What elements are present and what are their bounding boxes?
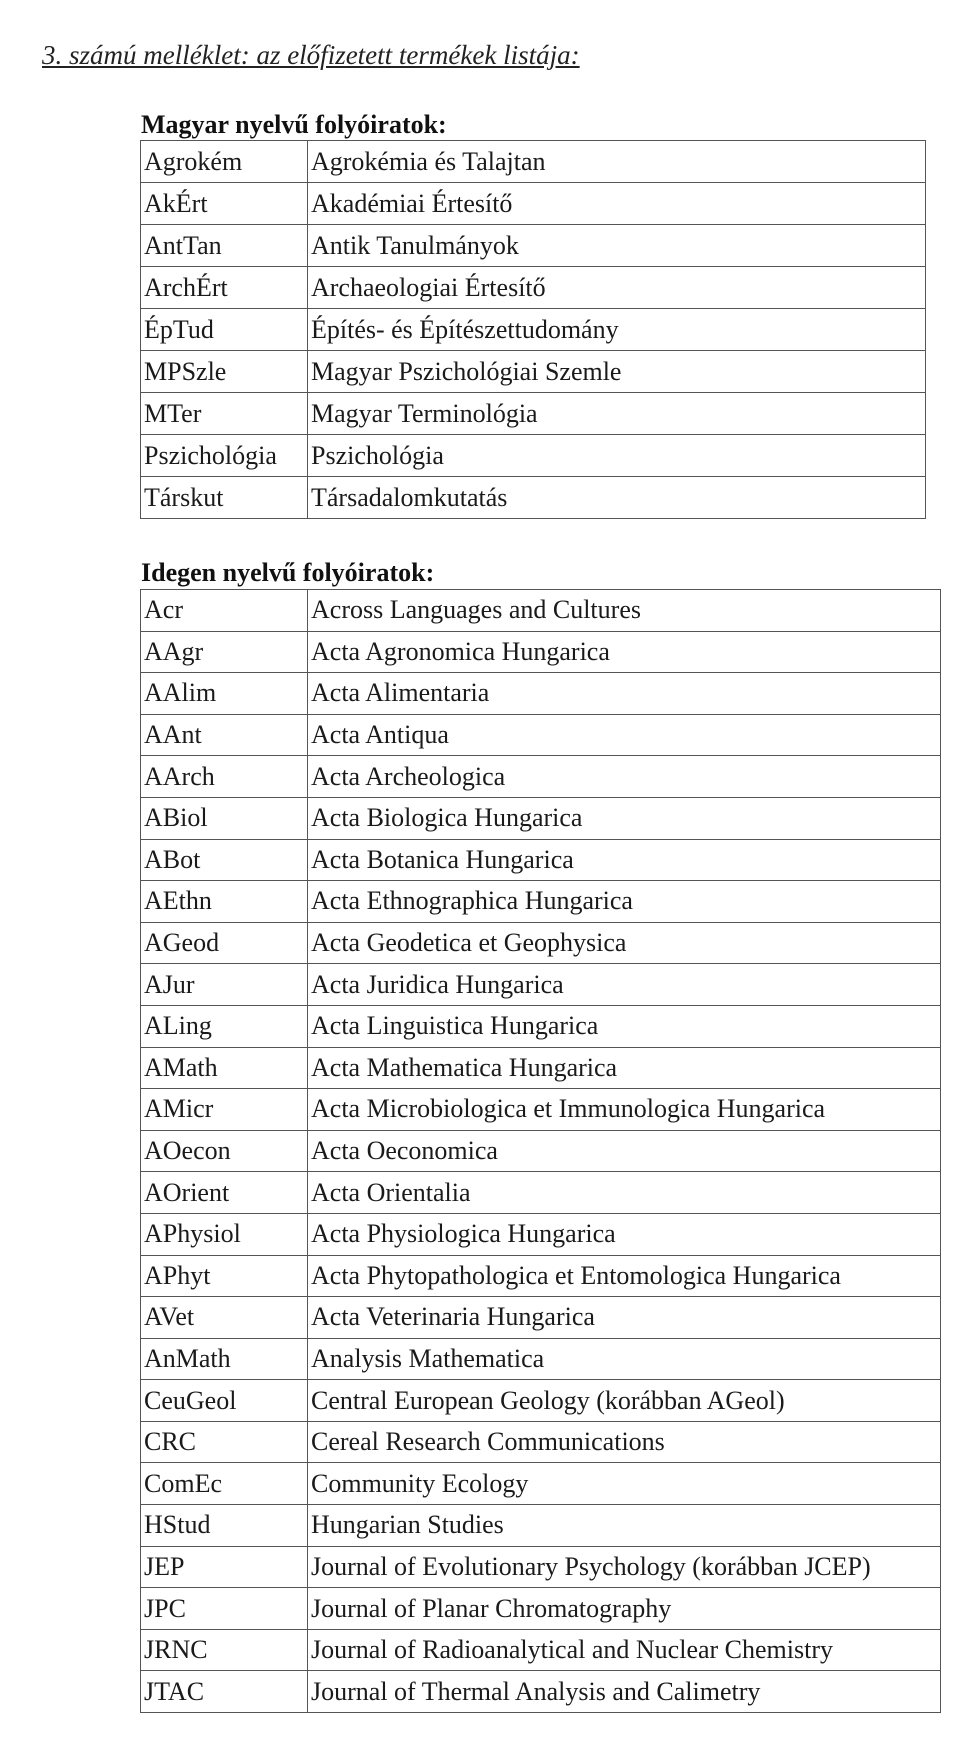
journal-title: Journal of Radioanalytical and Nuclear Chemistry: [308, 1629, 941, 1671]
journal-title: Analysis Mathematica: [308, 1338, 941, 1380]
journal-abbreviation: AVet: [141, 1297, 308, 1339]
table-row: [141, 1047, 941, 1089]
journal-title: Journal of Evolutionary Psychology (korábban JCEP): [308, 1546, 941, 1588]
journal-title: Acta Geodetica et Geophysica: [308, 922, 941, 964]
journal-abbreviation: AAnt: [141, 714, 308, 756]
table-row: [141, 1172, 941, 1214]
journal-title: Acta Phytopathologica et Entomologica Hungarica: [308, 1255, 941, 1297]
journal-title: Acta Mathematica Hungarica: [308, 1047, 941, 1089]
table-row: [141, 183, 926, 225]
table-row: [141, 141, 926, 183]
journal-abbreviation: Társkut: [141, 477, 308, 519]
journal-abbreviation: AAgr: [141, 631, 308, 673]
journal-title: Community Ecology: [308, 1463, 941, 1505]
journal-abbreviation: AMicr: [141, 1089, 308, 1131]
journal-abbreviation: AntTan: [141, 225, 308, 267]
table-row: [141, 1421, 941, 1463]
journal-title: Magyar Terminológia: [308, 393, 926, 435]
journal-abbreviation: ABiol: [141, 797, 308, 839]
journal-abbreviation: AMath: [141, 1047, 308, 1089]
journal-abbreviation: AOrient: [141, 1172, 308, 1214]
journal-title: Acta Juridica Hungarica: [308, 964, 941, 1006]
hungarian-journals-table: [140, 140, 926, 519]
table-row: [141, 1546, 941, 1588]
journal-title: Journal of Planar Chromatography: [308, 1588, 941, 1630]
table-row: [141, 267, 926, 309]
journal-abbreviation: CeuGeol: [141, 1380, 308, 1422]
journal-title: Acta Oeconomica: [308, 1130, 941, 1172]
table-row: [141, 1338, 941, 1380]
journal-abbreviation: ÉpTud: [141, 309, 308, 351]
journal-title: Acta Veterinaria Hungarica: [308, 1297, 941, 1339]
journal-abbreviation: ComEc: [141, 1463, 308, 1505]
journal-abbreviation: APhysiol: [141, 1213, 308, 1255]
journal-abbreviation: JEP: [141, 1546, 308, 1588]
journal-title: Acta Ethnographica Hungarica: [308, 881, 941, 923]
journal-abbreviation: AOecon: [141, 1130, 308, 1172]
table-row: [141, 673, 941, 715]
page-heading: 3. számú melléklet: az előfizetett termékek listája:: [42, 40, 580, 70]
table-row: [141, 309, 926, 351]
section-title-foreign: Idegen nyelvű folyóiratok:: [141, 558, 435, 587]
journal-title: Acta Botanica Hungarica: [308, 839, 941, 881]
journal-title: Journal of Thermal Analysis and Calimetry: [308, 1671, 941, 1713]
journal-title: Agrokémia és Talajtan: [308, 141, 926, 183]
table-row: [141, 1671, 941, 1713]
table-row: [141, 1380, 941, 1422]
journal-title: Cereal Research Communications: [308, 1421, 941, 1463]
table-row: [141, 393, 926, 435]
table-row: [141, 1213, 941, 1255]
table-row: [141, 1463, 941, 1505]
table-row: [141, 351, 926, 393]
journal-abbreviation: AkÉrt: [141, 183, 308, 225]
journal-title: Acta Antiqua: [308, 714, 941, 756]
table-row: [141, 797, 941, 839]
journal-title: Acta Physiologica Hungarica: [308, 1213, 941, 1255]
section-title-hungarian: Magyar nyelvű folyóiratok:: [141, 110, 447, 139]
table-row: [141, 225, 926, 267]
table-row: [141, 1089, 941, 1131]
journal-title: Magyar Pszichológiai Szemle: [308, 351, 926, 393]
journal-abbreviation: AAlim: [141, 673, 308, 715]
journal-abbreviation: AJur: [141, 964, 308, 1006]
journal-abbreviation: AnMath: [141, 1338, 308, 1380]
table-row: [141, 1588, 941, 1630]
journal-abbreviation: ArchÉrt: [141, 267, 308, 309]
table-row: [141, 477, 926, 519]
journal-abbreviation: MPSzle: [141, 351, 308, 393]
journal-abbreviation: APhyt: [141, 1255, 308, 1297]
journal-abbreviation: AGeod: [141, 922, 308, 964]
journal-title: Acta Archeologica: [308, 756, 941, 798]
journal-abbreviation: ALing: [141, 1005, 308, 1047]
journal-abbreviation: ABot: [141, 839, 308, 881]
journal-title: Építés- és Építészettudomány: [308, 309, 926, 351]
foreign-journals-table: [140, 589, 941, 1713]
journal-title: Hungarian Studies: [308, 1505, 941, 1547]
table-row: [141, 1297, 941, 1339]
journal-title: Acta Agronomica Hungarica: [308, 631, 941, 673]
journal-abbreviation: AArch: [141, 756, 308, 798]
table-row: [141, 1255, 941, 1297]
table-row: [141, 1505, 941, 1547]
table-row: [141, 964, 941, 1006]
journal-title: Acta Alimentaria: [308, 673, 941, 715]
journal-abbreviation: JTAC: [141, 1671, 308, 1713]
journal-abbreviation: JPC: [141, 1588, 308, 1630]
journal-title: Acta Biologica Hungarica: [308, 797, 941, 839]
table-row: [141, 714, 941, 756]
table-row: [141, 590, 941, 632]
journal-title: Acta Linguistica Hungarica: [308, 1005, 941, 1047]
journal-title: Társadalomkutatás: [308, 477, 926, 519]
journal-abbreviation: Pszichológia: [141, 435, 308, 477]
journal-title: Pszichológia: [308, 435, 926, 477]
journal-abbreviation: JRNC: [141, 1629, 308, 1671]
table-row: [141, 881, 941, 923]
journal-abbreviation: AEthn: [141, 881, 308, 923]
journal-title: Antik Tanulmányok: [308, 225, 926, 267]
table-row: [141, 631, 941, 673]
journal-abbreviation: CRC: [141, 1421, 308, 1463]
journal-title: Across Languages and Cultures: [308, 590, 941, 632]
table-row: [141, 922, 941, 964]
table-row: [141, 435, 926, 477]
journal-abbreviation: Agrokém: [141, 141, 308, 183]
table-row: [141, 1130, 941, 1172]
table-row: [141, 756, 941, 798]
journal-title: Acta Microbiologica et Immunologica Hungarica: [308, 1089, 941, 1131]
table-row: [141, 1005, 941, 1047]
journal-title: Central European Geology (korábban AGeol): [308, 1380, 941, 1422]
journal-abbreviation: MTer: [141, 393, 308, 435]
journal-title: Archaeologiai Értesítő: [308, 267, 926, 309]
journal-title: Acta Orientalia: [308, 1172, 941, 1214]
table-row: [141, 1629, 941, 1671]
journal-abbreviation: HStud: [141, 1505, 308, 1547]
journal-abbreviation: Acr: [141, 590, 308, 632]
table-row: [141, 839, 941, 881]
journal-title: Akadémiai Értesítő: [308, 183, 926, 225]
